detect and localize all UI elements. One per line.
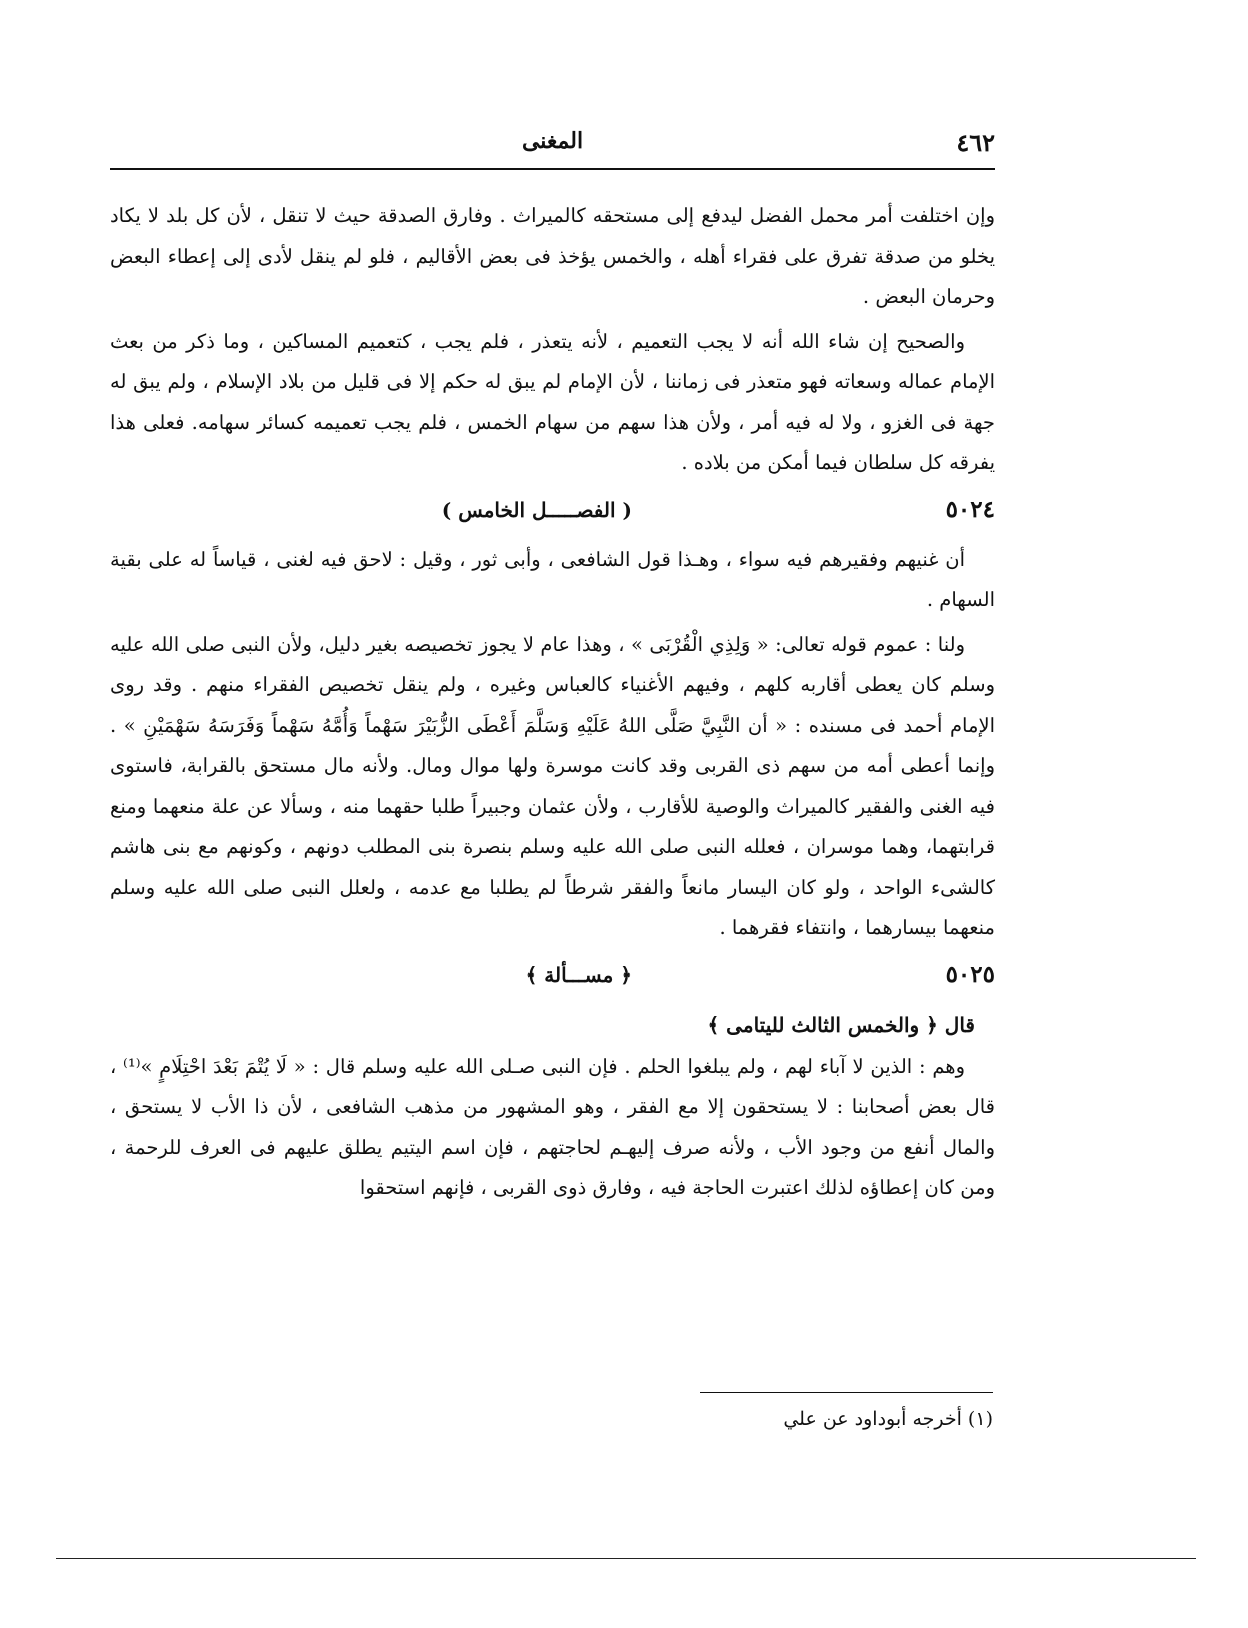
paragraph-correct-view: والصحيح إن شاء الله أنه لا يجب التعميم ، لأنه يتعذر ، فلم يجب ، كتعميم المساكين ، وما ذكر من بعث الإمام عماله وسعاته فهو متعذر فى زماننا ، لأن الإمام لم يبق له حكم إلا فى قليل من بلاد الإسلام ، ولم يبق له جهة فى الغزو ، ولا له فيه أمر ، ولأن هذا سهم من سهام الخمس ، فلم يجب تعميمه كسائر سهامه. فعلى هذا يفرقه كل سلطان فيما أمكن من بلاده .: [110, 329, 995, 474]
page-body: [110, 196, 995, 1213]
page-header: [110, 128, 995, 162]
page-number: ٤٦٢: [956, 128, 995, 157]
book-title: المغنى: [521, 128, 584, 154]
paragraph-continuation: وإن اختلفت أمر محمل الفضل ليدفع إلى مستحقه كالميراث . وفارق الصدقة حيث لا تنقل ، لأن كل بلد لا يكاد يخلو من صدقة تفرق على فقراء أهله ، والخمس يؤخذ فى بعض الأقاليم ، فلو لم ينقل لأدى إلى إعطاء البعض وحرمان البعض .: [110, 204, 995, 308]
matn-statement: قال ﴿ والخمس الثالث لليتامى ﴾: [707, 1012, 975, 1037]
paragraph-rich-poor: أن غنيهم وفقيرهم فيه سواء ، وهـذا قول الشافعى ، وأبى ثور ، وقيل : لاحق فيه لغنى ، قياساً له على بقية السهام .: [110, 547, 995, 611]
bottom-rule: [56, 1558, 1196, 1559]
section-heading-5025: [110, 953, 995, 997]
paragraph-orphans: وهم : الذين لا آباء لهم ، ولم يبلغوا الحلم . فإن النبى صـلى الله عليه وسلم قال : « لَا يُتْمَ بَعْدَ احْتِلَامٍ »⁽¹⁾ ، قال بعض أصحابنا : لا يستحقون إلا مع الفقر ، وهو المشهور من مذهب الشافعى ، لأن ذا الأب لا يستحق ، والمال أنفع من وجود الأب ، ولأنه صرف إليهـم لحاجتهم ، فإن اسم اليتيم يطلق عليهم فى العرف للرحمة ، ومن كان إعطاؤه لذلك اعتبرت الحاجة فيه ، وفارق ذوى القربى ، فإنهم استحقوا: [110, 1054, 995, 1199]
footnote: (١) أخرجه أبوداود عن علي: [783, 1408, 993, 1430]
header-rule: [110, 168, 995, 170]
section-heading-5024: [110, 488, 995, 532]
section-number: ٥٠٢٥: [945, 961, 995, 988]
section-title: ﴿ مســـألة ﴾: [525, 962, 632, 987]
paragraph-evidence: ولنا : عموم قوله تعالى: « وَلِذِي الْقُرْبَى » ، وهذا عام لا يجوز تخصيصه بغير دليل، ولأن النبى صلى الله عليه وسلم كان يعطى أقاربه كلهم ، وفيهم الأغنياء كالعباس وغيره ، ولم ينقل تخصيص الفقراء منهم . وقد روى الإمام أحمد فى مسنده : « أن النَّبِيَّ صَلَّى اللهُ عَلَيْهِ وَسَلَّمَ أَعْطَى الزُّبَيْرَ سَهْماً وَأُمَّهُ سَهْماً وَفَرَسَهُ سَهْمَيْنِ » . وإنما أعطى أمه من سهم ذى القربى وقد كانت موسرة ولها موال ومال. ولأنه مال مستحق بالقرابة، فاستوى فيه الغنى والفقير كالميراث والوصية للأقارب ، ولأن عثمان وجبيراً طلبا حقهما منه ، وسألا عن علة منعهما ومنع قرابتهما، وهما موسران ، فعلله النبى صلى الله عليه وسلم بنصرة بنى المطلب دونهم ، وكونهم مع بنى هاشم كالشىء الواحد ، ولو كان اليسار مانعاً والفقر شرطاً لم يطلبا مع عدمه ، ولعلل النبى صلى الله عليه وسلم منعهما بيسارهما ، وانتفاء فقرهما .: [110, 632, 995, 939]
section-number: ٥٠٢٤: [945, 496, 995, 523]
section-title: ( الفصـــــل الخامس ): [441, 497, 632, 522]
footnote-rule: [700, 1392, 993, 1393]
